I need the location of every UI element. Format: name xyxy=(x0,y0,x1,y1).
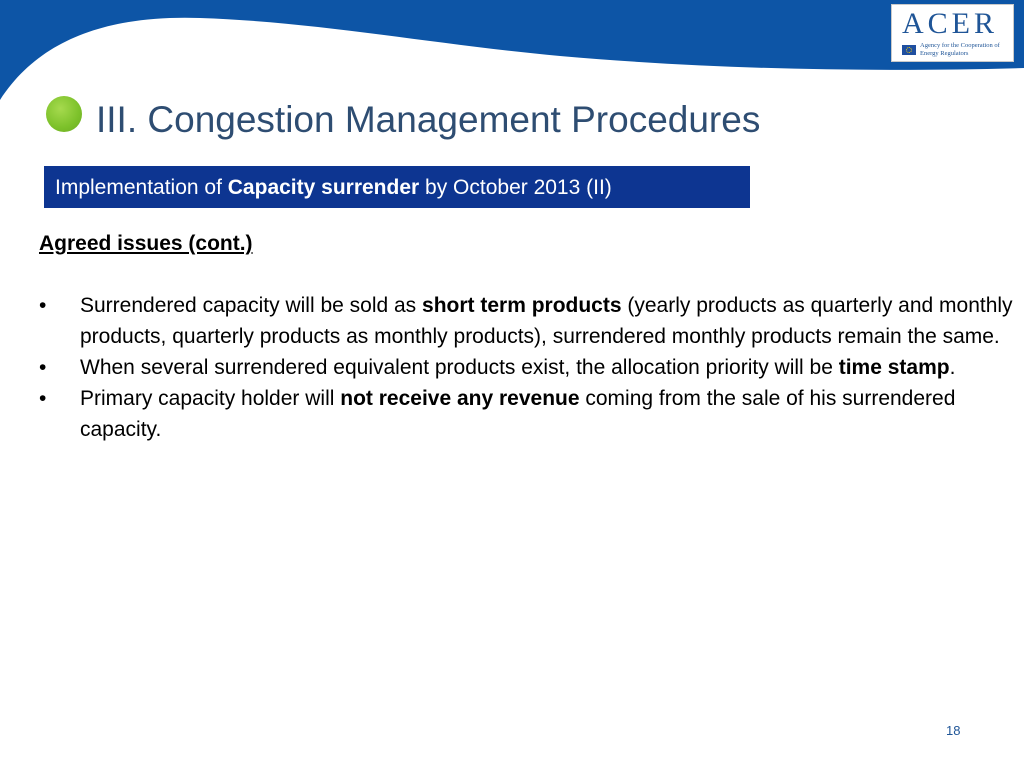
header-wave-band xyxy=(0,0,1024,110)
bullet-text: Surrendered capacity will be sold as xyxy=(80,294,423,317)
bullet-text-bold: not receive any revenue xyxy=(340,387,580,410)
acer-logo xyxy=(891,4,1014,62)
bullet-item xyxy=(39,290,1014,352)
bullet-text-bold: short term products xyxy=(422,294,622,317)
bullet-text: (yearly products as quarterly and monthly products, quarterly products as monthly products), surrendered monthly products remain the same. xyxy=(80,294,1013,348)
bullet-text: . xyxy=(949,356,956,379)
subtitle-text-bold: Capacity surrender xyxy=(227,176,420,199)
bullet-list xyxy=(39,290,1014,445)
section-heading: Agreed issues (cont.) xyxy=(39,232,253,255)
bullet-text: Primary capacity holder will xyxy=(80,387,341,410)
bullet-mark: • xyxy=(39,387,47,410)
eu-flag-icon xyxy=(902,45,916,55)
logo-subtitle: Agency for the Cooperation of Energy Regulators xyxy=(920,42,1000,57)
logo-wordmark: ACER xyxy=(902,7,999,40)
bullet-text-bold: time stamp xyxy=(838,356,950,379)
bullet-text: coming from the sale of his surrendered capacity. xyxy=(80,387,956,441)
subtitle-banner xyxy=(44,166,750,208)
bullet-item xyxy=(39,352,1014,383)
green-bullet-icon xyxy=(46,96,82,132)
page-number: 18 xyxy=(946,723,961,738)
subtitle-text-2: by October 2013 (II) xyxy=(419,176,612,199)
bullet-item xyxy=(39,383,1014,445)
slide-title: III. Congestion Management Procedures xyxy=(96,99,761,140)
bullet-mark: • xyxy=(39,356,47,379)
bullet-mark: • xyxy=(39,294,47,317)
bullet-text: When several surrendered equivalent products exist, the allocation priority will be xyxy=(80,356,839,379)
subtitle-text-1: Implementation of xyxy=(55,176,228,199)
